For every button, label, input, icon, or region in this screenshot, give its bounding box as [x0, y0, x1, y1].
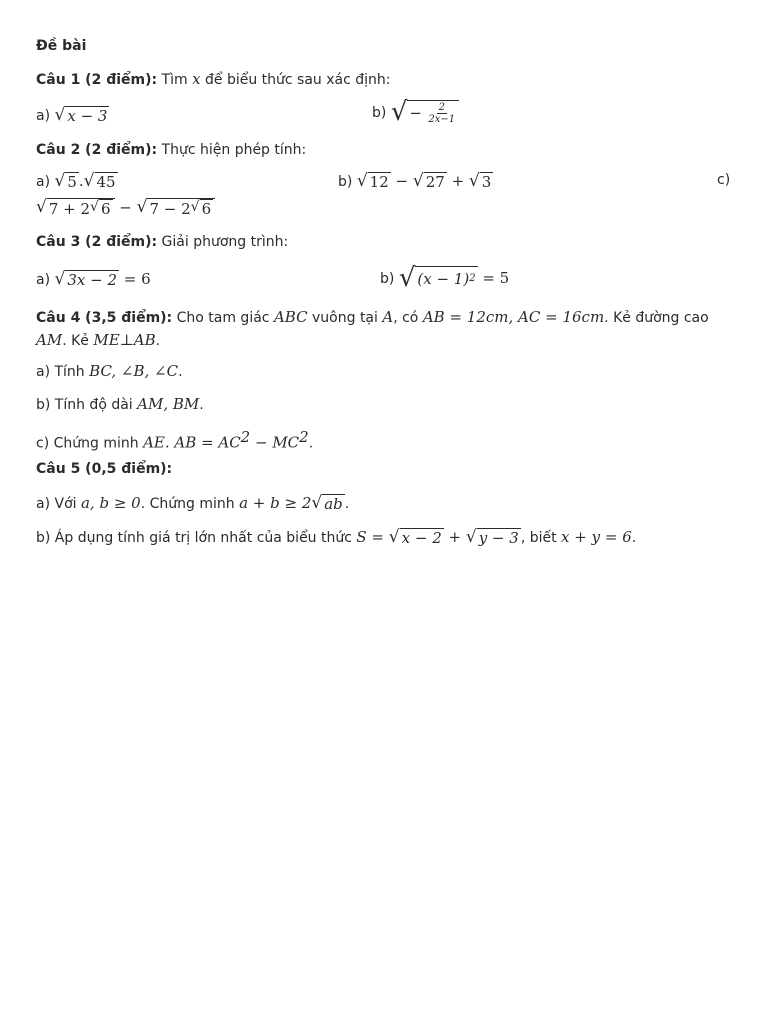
- question-5-prompt: [36, 461, 732, 483]
- question-2-prompt: [36, 142, 732, 164]
- q4-text: . Kẻ đường cao: [604, 310, 709, 326]
- q4-text: Cho tam giác: [172, 310, 274, 326]
- part-a-label: a): [36, 107, 55, 124]
- operator: +: [443, 528, 466, 546]
- part-b-label: b) Áp dụng tính giá trị lớn nhất của biểu thức: [36, 530, 357, 546]
- part-a-label: a) Tính: [36, 364, 90, 380]
- part-a-label: a) Với: [36, 496, 81, 512]
- part-b-label: b): [338, 174, 357, 190]
- period: .: [344, 496, 350, 512]
- q2-part-b: b) √ 12 − √ 27 + √ 3: [338, 171, 492, 192]
- radicand: ab: [324, 495, 343, 514]
- sqrt-fraction-expression: √ − $\frac{2}{2x-1}$: [391, 100, 459, 126]
- exponent: 2: [299, 428, 309, 446]
- q4-math: A: [382, 308, 394, 326]
- part-c-label: c): [717, 172, 731, 188]
- q3-part-b: b) √ (x − 1) 2 = 5: [380, 263, 510, 293]
- q4-text: .: [155, 333, 161, 349]
- question-4-label: Câu 4 (3,5 điểm):: [36, 310, 173, 326]
- question-3-parts: [36, 263, 732, 296]
- radicand: 12: [369, 173, 389, 192]
- part-b-text: , biết: [520, 530, 562, 546]
- part-b-label: b) Tính độ dài: [36, 397, 138, 413]
- operator: −: [114, 198, 137, 217]
- document-heading: Đề bài: [36, 38, 87, 54]
- radicand: 27: [425, 173, 445, 192]
- q4-text: vuông tại: [307, 310, 383, 326]
- part-b-label: b): [372, 105, 391, 121]
- period: .: [308, 435, 314, 452]
- dot-operator: .: [78, 172, 84, 190]
- question-5-label: Câu 5 (0,5 điểm):: [36, 461, 173, 477]
- part-b-math: AM, BM: [137, 395, 200, 413]
- q5-part-a: a) Với a, b ≥ 0. Chứng minh a + b ≥ 2 √ ab .: [36, 493, 350, 514]
- q3-part-a: a) √ 3x − 2 = 6: [36, 269, 151, 290]
- question-1-text-end: để biểu thức sau xác định:: [200, 72, 391, 88]
- question-1-prompt: [36, 70, 732, 92]
- radicand: y − 3: [478, 529, 519, 548]
- operator: +: [446, 172, 469, 190]
- period: .: [631, 530, 637, 546]
- nested-sqrt-2: √ 7 − 2 √ 6: [137, 198, 216, 219]
- question-2-parts: [36, 172, 732, 196]
- radicand: 5: [67, 173, 77, 192]
- question-1-parts: [36, 97, 732, 132]
- operator: −: [390, 172, 413, 190]
- question-3-prompt: [36, 234, 732, 256]
- exponent: 2: [240, 428, 251, 446]
- part-b-label: b): [380, 271, 399, 287]
- equation-rhs: = 5: [477, 269, 510, 287]
- part-a-math: BC, ∠B, ∠C: [89, 362, 179, 380]
- question-2-label: Câu 2 (2 điểm):: [36, 142, 158, 158]
- part-a-label: a): [36, 272, 55, 288]
- q2-part-c: [36, 198, 732, 224]
- q4-text: , có: [393, 310, 423, 326]
- q4-math: AB = 12cm, AC = 16cm: [422, 308, 605, 326]
- fraction-numerator: 2: [438, 102, 445, 113]
- period: .: [199, 397, 204, 413]
- inner-radicand: 6: [100, 200, 111, 218]
- radicand: (x − 1): [417, 270, 470, 289]
- radicand: x − 3: [67, 107, 108, 125]
- question-2-text: Thực hiện phép tính:: [157, 142, 307, 158]
- q5-part-b: b) Áp dụng tính giá trị lớn nhất của biểu thức S = √ x − 2 + √ y − 3 , biết x + y = 6.: [36, 527, 637, 548]
- part-b-math: S =: [356, 528, 389, 546]
- equation-rhs: = 6: [119, 270, 151, 288]
- part-a-math: a, b ≥ 0: [80, 494, 141, 512]
- part-a-math: a + b ≥ 2: [239, 494, 312, 512]
- part-c-label: c) Chứng minh: [36, 435, 144, 452]
- q4-part-c: [36, 428, 732, 450]
- part-a-label: a): [36, 174, 55, 190]
- question-3-text: Giải phương trình:: [157, 234, 289, 250]
- exponent: 2: [469, 273, 476, 285]
- radicand: 3: [481, 173, 492, 192]
- q2-part-a: a) √ 5 . √ 45: [36, 171, 116, 192]
- question-4-prompt: [36, 306, 732, 352]
- fraction-denominator: 2x−1: [428, 114, 456, 125]
- q4-text: . Kẻ: [62, 333, 94, 349]
- q4-part-a: [36, 362, 732, 384]
- q4-math: ABC: [273, 308, 308, 326]
- part-c-math: − MC: [250, 433, 300, 452]
- question-3-label: Câu 3 (2 điểm):: [36, 234, 158, 250]
- period: .: [178, 364, 183, 380]
- nested-sqrt-1: √ 7 + 2 √ 6: [36, 198, 115, 219]
- sqrt-expression: √ x − 3: [54, 105, 108, 125]
- radicand: 7 − 2: [149, 199, 191, 218]
- q1-part-a: [36, 105, 109, 125]
- q4-math: ME⊥AB: [93, 331, 156, 349]
- q1-part-b: [372, 97, 459, 127]
- question-1-label: Câu 1 (2 điểm):: [36, 72, 158, 88]
- question-1-text: Tìm: [157, 72, 193, 88]
- question-1-variable: x: [192, 70, 201, 88]
- radicand: 3x − 2: [67, 271, 117, 290]
- inner-radicand: 6: [201, 200, 212, 218]
- part-c-math: AE. AB = AC: [143, 433, 241, 452]
- part-b-math: x + y = 6: [561, 528, 632, 546]
- radicand: 7 + 2: [48, 199, 91, 218]
- minus-sign: −: [409, 104, 422, 123]
- radicand: 45: [96, 173, 116, 192]
- q4-part-b: [36, 395, 732, 417]
- part-a-text: . Chứng minh: [140, 496, 240, 512]
- radicand: x − 2: [401, 529, 442, 548]
- q4-math: AM: [36, 331, 63, 349]
